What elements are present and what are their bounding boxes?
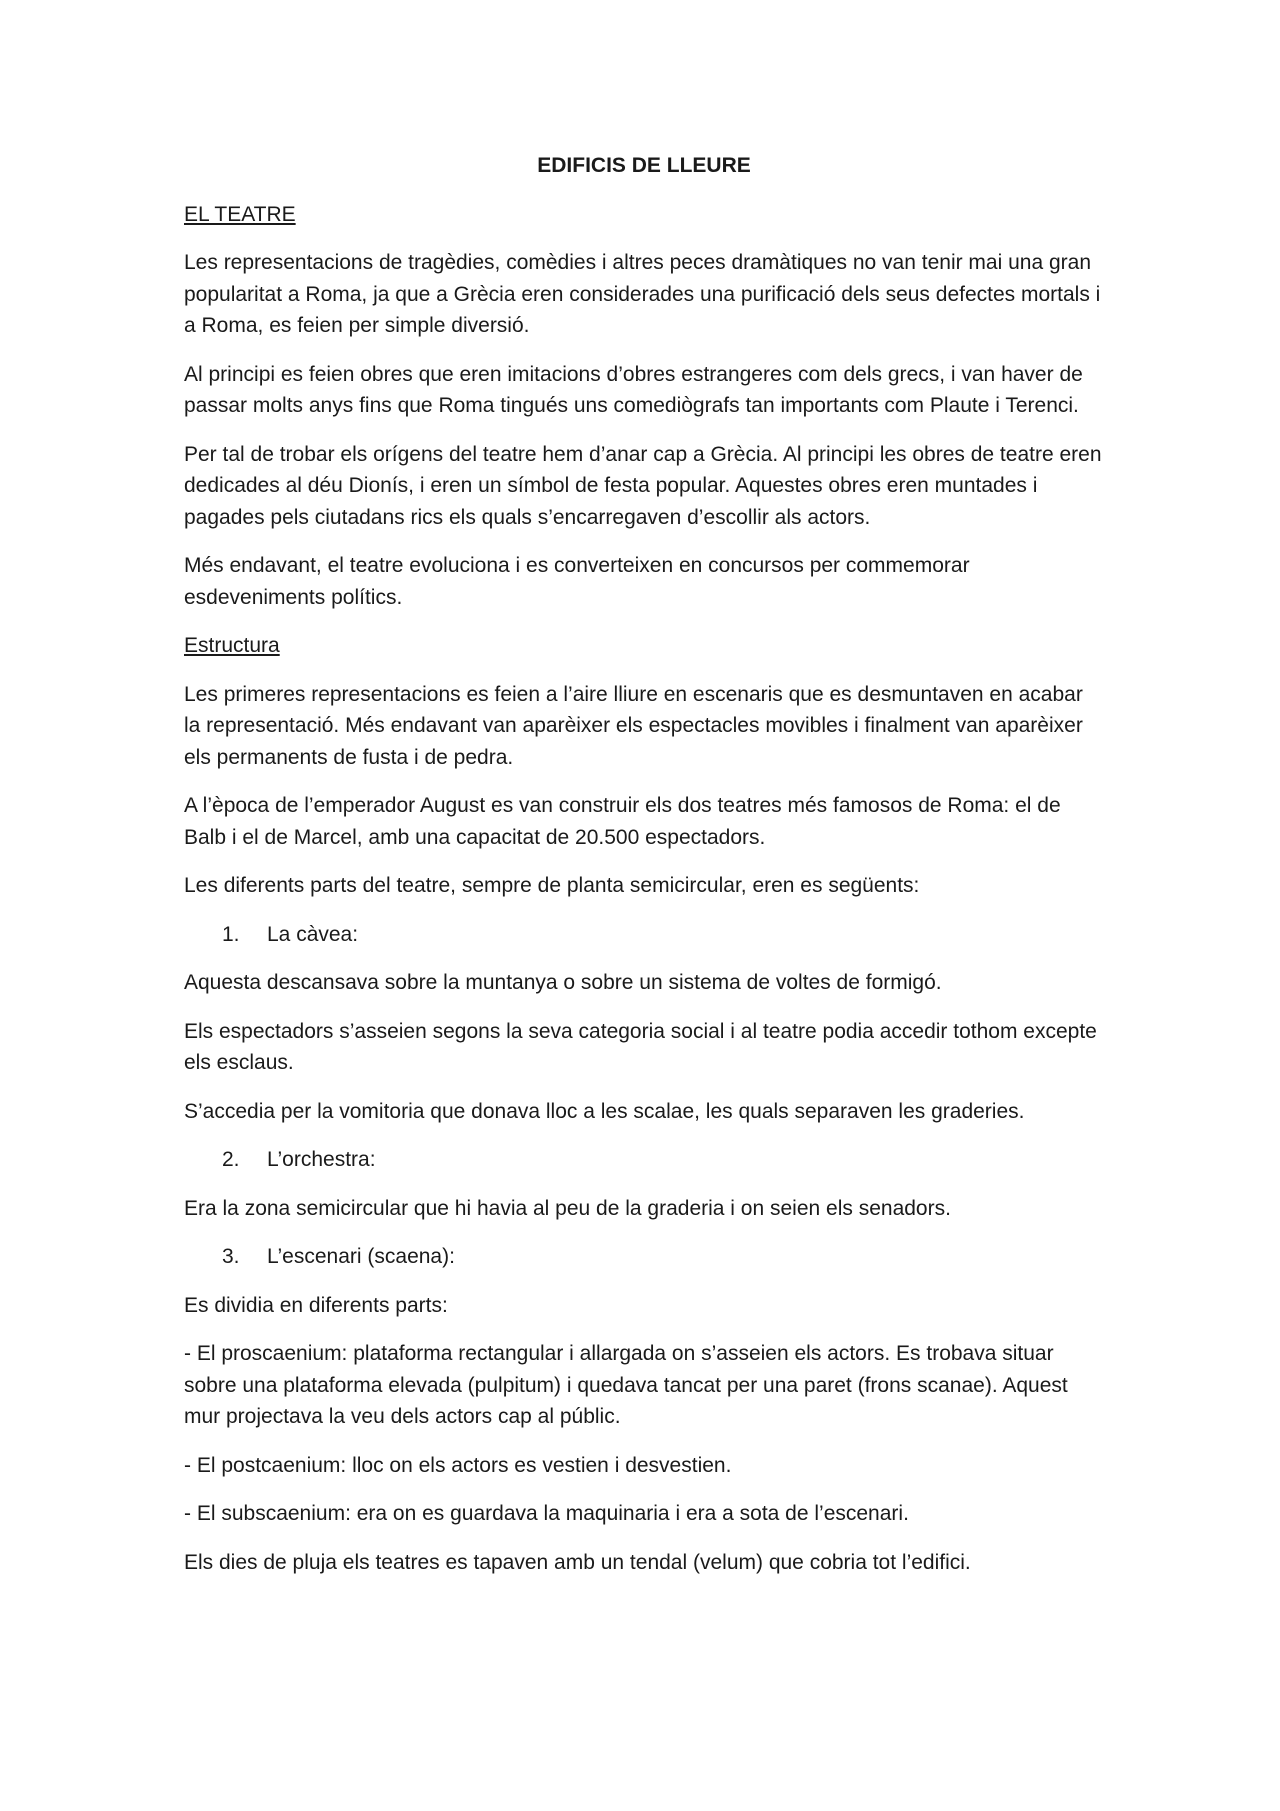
list-label: L’orchestra: [267,1148,376,1171]
list-label: L’escenari (scaena): [267,1245,455,1268]
paragraph: Els espectadors s’asseien segons la seva categoria social i al teatre podia accedir tothom excepte els esclaus. [184,1019,1097,1074]
paragraph: Per tal de trobar els orígens del teatre hem d’anar cap a Grècia. Al principi les obres de teatre eren dedicades al déu Dionís, i eren un símbol de festa popular. Aquestes obres eren muntades i pagades pels ciutadans rics els quals s’encarregaven d’escollir als actors. [184,442,1102,529]
paragraph: - El proscaenium: plataforma rectangular i allargada on s’asseien els actors. Es trobava situar sobre una plataforma elevada (pulpitum) i quedava tancat per una paret (frons scanae). Aquest mur projectava la veu dels actors cap al públic. [184,1342,1068,1428]
list-item-scaena [184,1241,1104,1273]
section-heading-teatre: EL TEATRE [184,202,296,226]
paragraph: Es dividia en diferents parts: [184,1293,448,1317]
paragraph: A l’època de l’emperador August es van construir els dos teatres més famosos de Roma: el de Balb i el de Marcel, amb una capacitat de 20.500 espectadors. [184,794,1061,849]
list-item-orchestra [184,1144,1104,1176]
list-item-cavea [184,919,1104,951]
paragraph: - El subscaenium: era on es guardava la maquinaria i era a sota de l’escenari. [184,1502,909,1525]
page-title: EDIFICIS DE LLEURE [537,154,751,177]
paragraph: - El postcaenium: lloc on els actors es vestien i desvestien. [184,1453,732,1477]
list-number: 2. [222,1148,240,1171]
paragraph: Les representacions de tragèdies, comèdies i altres peces dramàtiques no van tenir mai una gran popularitat a Roma, ja que a Grècia eren considerades una purificació dels seus defectes mortals i a Roma, es feien per simple diversió. [184,251,1101,337]
paragraph: Més endavant, el teatre evoluciona i es converteixen en concursos per commemorar esdeveniments polítics. [184,554,970,609]
paragraph: Al principi es feien obres que eren imitacions d’obres estrangeres com dels grecs, i van haver de passar molts anys fins que Roma tingués uns comediògrafs tan importants com Plaute i Terenci. [184,362,1083,417]
paragraph: S’accedia per la vomitoria que donava lloc a les scalae, les quals separaven les graderies. [184,1099,1025,1123]
paragraph: Aquesta descansava sobre la muntanya o sobre un sistema de voltes de formigó. [184,971,942,994]
subheading-estructura: Estructura [184,634,280,657]
paragraph: Els dies de pluja els teatres es tapaven amb un tendal (velum) que cobria tot l’edifici. [184,1550,971,1574]
list-number: 1. [222,922,240,946]
document-body [184,150,1104,1595]
list-label: La càvea: [267,922,359,946]
paragraph: Era la zona semicircular que hi havia al peu de la graderia i on seien els senadors. [184,1196,951,1220]
paragraph: Les primeres representacions es feien a l’aire lliure en escenaris que es desmuntaven en acabar la representació. Més endavant van aparèixer els espectacles movibles i finalment van aparèixer els permanents de fusta i de pedra. [184,682,1083,769]
paragraph: Les diferents parts del teatre, sempre de planta semicircular, eren es següents: [184,874,920,897]
list-number: 3. [222,1245,240,1268]
